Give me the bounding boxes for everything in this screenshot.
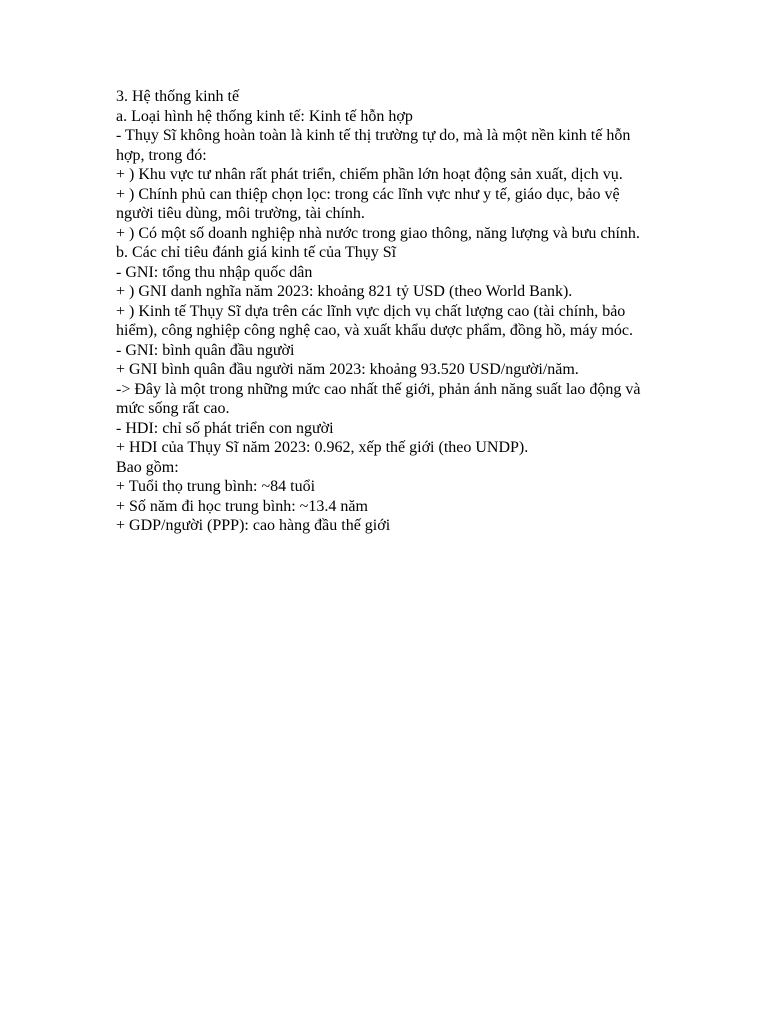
item-gni-definition: - GNI: tổng thu nhập quốc dân bbox=[116, 263, 313, 281]
bullet-state-enterprises: + ) Có một số doanh nghiệp nhà nước trong giao thông, năng lượng và bưu chính. bbox=[116, 224, 640, 242]
bullet-schooling-years: + Số năm đi học trung bình: ~13.4 năm bbox=[116, 497, 368, 515]
note-highest-levels: -> Đây là một trong những mức cao nhất thế giới, phản ánh năng suất lao động và mức sống rất cao. bbox=[116, 380, 641, 417]
bullet-government-intervention: + ) Chính phủ can thiệp chọn lọc: trong các lĩnh vực như y tế, giáo dục, bảo vệ người tiêu dùng, môi trường, tài chính. bbox=[116, 185, 620, 222]
subsection-heading-economic-type: a. Loại hình hệ thống kinh tế: Kinh tế hỗn hợp bbox=[116, 107, 413, 125]
bullet-hdi-value: + HDI của Thụy Sĩ năm 2023: 0.962, xếp thế giới (theo UNDP). bbox=[116, 439, 529, 456]
item-gni-per-capita-definition: - GNI: bình quân đầu người bbox=[116, 341, 295, 359]
label-includes: Bao gồm: bbox=[116, 458, 179, 476]
bullet-economy-sectors: + ) Kinh tế Thụy Sĩ dựa trên các lĩnh vực dịch vụ chất lượng cao (tài chính, bảo hiểm), công nghiệp công nghệ cao, và xuất khẩu dược phẩm, đồng hồ, máy móc. bbox=[116, 302, 633, 339]
bullet-private-sector: + ) Khu vực tư nhân rất phát triển, chiếm phần lớn hoạt động sản xuất, dịch vụ. bbox=[116, 166, 623, 183]
bullet-gni-per-capita: + GNI bình quân đầu người năm 2023: khoảng 93.520 USD/người/năm. bbox=[116, 361, 579, 378]
document-body bbox=[116, 87, 656, 536]
section-heading: 3. Hệ thống kinh tế bbox=[116, 88, 240, 105]
bullet-life-expectancy: + Tuổi thọ trung bình: ~84 tuổi bbox=[116, 478, 316, 495]
subsection-heading-indicators: b. Các chỉ tiêu đánh giá kinh tế của Thụy Sĩ bbox=[116, 244, 397, 261]
item-hdi-definition: - HDI: chỉ số phát triển con người bbox=[116, 419, 334, 437]
paragraph-mixed-economy: - Thụy Sĩ không hoàn toàn là kinh tế thị trường tự do, mà là một nền kinh tế hỗn hợp, trong đó: bbox=[116, 127, 631, 164]
bullet-gdp-per-capita: + GDP/người (PPP): cao hàng đầu thế giới bbox=[116, 517, 391, 534]
bullet-gni-nominal: + ) GNI danh nghĩa năm 2023: khoảng 821 tỷ USD (theo World Bank). bbox=[116, 283, 573, 300]
